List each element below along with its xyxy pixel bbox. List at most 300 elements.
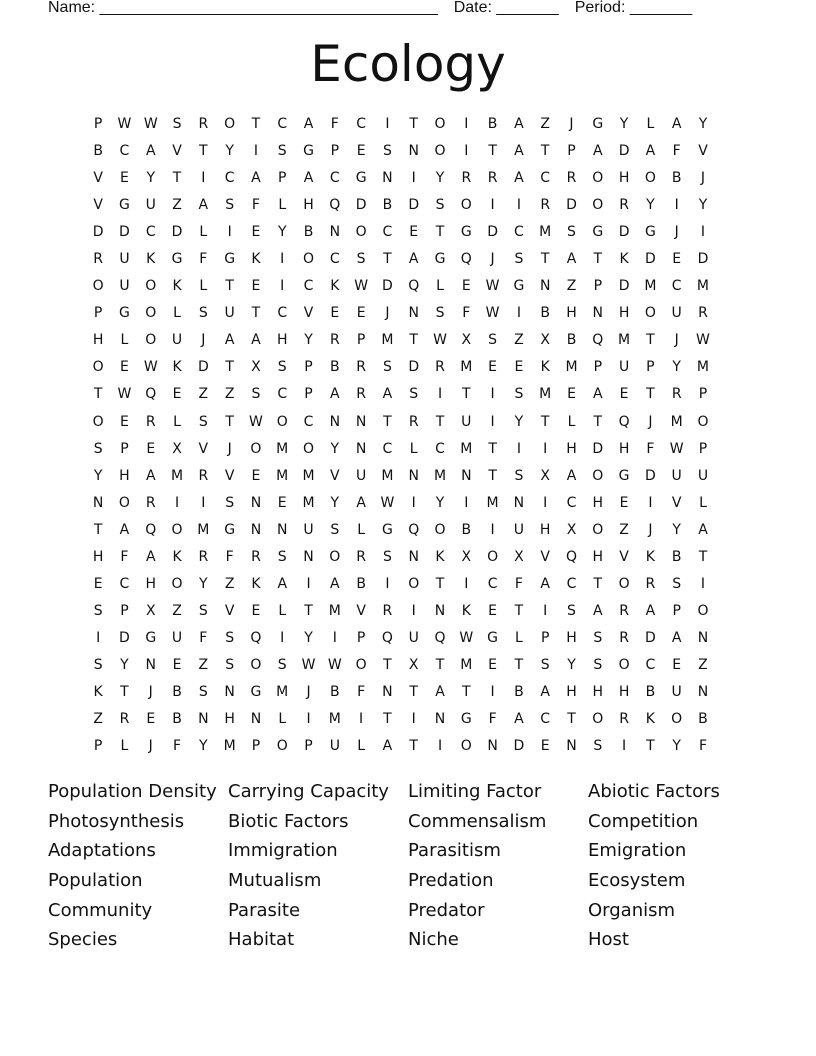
grid-letter[interactable]: O [592, 521, 604, 538]
grid-letter[interactable]: I [674, 197, 679, 214]
grid-letter[interactable]: E [488, 656, 498, 673]
grid-letter[interactable]: N [408, 548, 419, 565]
grid-letter[interactable]: S [277, 143, 287, 160]
grid-letter[interactable]: E [356, 143, 366, 160]
grid-letter[interactable]: L [199, 278, 208, 295]
grid-letter[interactable]: A [356, 494, 366, 511]
grid-letter[interactable]: R [382, 602, 393, 619]
grid-letter[interactable]: T [93, 521, 103, 538]
grid-letter[interactable]: I [543, 440, 548, 457]
grid-letter[interactable]: F [462, 305, 471, 322]
grid-letter[interactable]: Q [145, 386, 157, 403]
grid-letter[interactable]: B [698, 711, 708, 728]
grid-letter[interactable]: E [540, 738, 550, 755]
grid-letter[interactable]: A [671, 629, 682, 646]
grid-letter[interactable]: C [566, 494, 577, 511]
grid-letter[interactable]: J [700, 170, 706, 187]
grid-letter[interactable]: E [461, 278, 471, 295]
grid-letter[interactable]: O [592, 467, 604, 484]
grid-letter[interactable]: K [146, 251, 156, 268]
grid-letter[interactable]: D [618, 278, 630, 295]
grid-letter[interactable]: A [408, 251, 419, 268]
grid-letter[interactable]: K [93, 683, 103, 700]
grid-letter[interactable]: C [382, 224, 393, 241]
grid-letter[interactable]: R [198, 116, 209, 132]
grid-letter[interactable]: C [435, 440, 445, 457]
grid-letter[interactable]: I [490, 683, 495, 700]
grid-letter[interactable]: M [276, 467, 289, 484]
grid-letter[interactable]: T [409, 116, 418, 132]
grid-letter[interactable]: T [540, 143, 550, 160]
grid-letter[interactable]: H [592, 683, 604, 700]
grid-letter[interactable]: F [646, 440, 655, 457]
grid-letter[interactable]: Q [460, 251, 472, 268]
grid-letter[interactable]: D [119, 629, 130, 646]
grid-letter[interactable]: I [253, 143, 258, 160]
grid-letter[interactable]: A [251, 332, 261, 349]
grid-letter[interactable]: V [93, 197, 103, 214]
grid-letter[interactable]: A [224, 332, 235, 349]
grid-letter[interactable]: G [381, 521, 393, 538]
grid-letter[interactable]: I [543, 494, 548, 511]
grid-letter[interactable]: F [173, 738, 182, 755]
grid-letter[interactable]: D [92, 224, 104, 241]
grid-letter[interactable]: N [329, 224, 341, 241]
grid-letter[interactable]: E [514, 359, 524, 376]
grid-letter[interactable]: F [225, 548, 234, 565]
grid-letter[interactable]: E [251, 278, 261, 295]
grid-letter[interactable]: X [145, 602, 156, 619]
grid-letter[interactable]: Z [619, 521, 629, 538]
grid-letter[interactable]: M [696, 359, 710, 376]
grid-letter[interactable]: N [355, 413, 367, 430]
grid-letter[interactable]: Z [172, 197, 182, 214]
grid-letter[interactable]: R [540, 197, 551, 214]
grid-letter[interactable]: T [540, 251, 550, 268]
grid-letter[interactable]: O [592, 170, 604, 187]
grid-letter[interactable]: C [382, 440, 393, 457]
grid-letter[interactable]: J [674, 224, 679, 241]
grid-letter[interactable]: Y [225, 143, 234, 160]
grid-letter[interactable]: A [145, 143, 156, 160]
grid-letter[interactable]: D [197, 359, 209, 376]
grid-letter[interactable]: N [276, 521, 288, 538]
grid-letter[interactable]: P [593, 359, 603, 376]
grid-letter[interactable]: N [566, 738, 577, 755]
grid-letter[interactable]: P [304, 359, 313, 376]
grid-letter[interactable]: W [301, 656, 316, 673]
grid-letter[interactable]: V [619, 548, 629, 565]
grid-letter[interactable]: H [618, 683, 630, 700]
grid-letter[interactable]: Z [172, 602, 182, 619]
grid-letter[interactable]: X [461, 332, 472, 349]
grid-letter[interactable]: S [435, 305, 445, 322]
grid-letter[interactable]: A [593, 602, 603, 619]
grid-letter[interactable]: J [201, 332, 206, 349]
grid-letter[interactable]: G [119, 305, 130, 322]
grid-letter[interactable]: U [671, 683, 682, 700]
grid-letter[interactable]: K [645, 548, 655, 565]
grid-letter[interactable]: L [278, 602, 287, 619]
grid-letter[interactable]: S [593, 738, 603, 755]
grid-letter[interactable]: N [592, 305, 604, 322]
grid-letter[interactable]: O [460, 738, 472, 755]
grid-letter[interactable]: Y [646, 197, 655, 214]
grid-letter[interactable]: G [460, 224, 472, 241]
grid-letter[interactable]: C [145, 224, 156, 241]
grid-letter[interactable]: H [119, 467, 130, 484]
grid-letter[interactable]: Y [672, 359, 681, 376]
grid-letter[interactable]: L [120, 332, 129, 349]
date-field[interactable]: Date: _______ [453, 0, 559, 16]
grid-letter[interactable]: S [382, 359, 392, 376]
grid-letter[interactable]: E [356, 305, 366, 322]
grid-letter[interactable]: Y [672, 521, 681, 538]
grid-letter[interactable]: A [645, 602, 656, 619]
grid-letter[interactable]: C [277, 386, 288, 403]
grid-letter[interactable]: W [485, 305, 500, 322]
grid-letter[interactable]: Y [93, 467, 103, 484]
grid-letter[interactable]: R [619, 602, 629, 619]
grid-letter[interactable]: O [644, 170, 656, 187]
grid-letter[interactable]: P [278, 170, 287, 187]
grid-letter[interactable]: J [148, 683, 153, 700]
grid-letter[interactable]: R [487, 170, 498, 187]
grid-letter[interactable]: M [381, 467, 394, 484]
grid-letter[interactable]: O [92, 413, 104, 430]
grid-letter[interactable]: I [700, 575, 706, 592]
grid-letter[interactable]: F [698, 738, 707, 755]
grid-letter[interactable]: K [251, 251, 261, 268]
grid-letter[interactable]: W [669, 440, 684, 457]
grid-letter[interactable]: V [198, 440, 209, 457]
grid-letter[interactable]: O [171, 521, 183, 538]
grid-letter[interactable]: A [514, 170, 524, 187]
grid-letter[interactable]: Y [304, 629, 313, 646]
grid-letter[interactable]: T [435, 656, 445, 673]
grid-letter[interactable]: W [696, 332, 710, 349]
grid-letter[interactable]: L [357, 738, 366, 755]
grid-letter[interactable]: H [566, 629, 577, 646]
grid-letter[interactable]: P [356, 332, 366, 349]
grid-letter[interactable]: D [592, 440, 604, 457]
grid-letter[interactable]: O [592, 197, 604, 214]
grid-letter[interactable]: R [698, 305, 708, 322]
grid-letter[interactable]: R [356, 359, 366, 376]
grid-letter[interactable]: T [646, 738, 655, 755]
grid-letter[interactable]: M [302, 467, 315, 484]
grid-letter[interactable]: O [592, 711, 604, 728]
grid-letter[interactable]: O [697, 602, 709, 619]
grid-letter[interactable]: Y [514, 413, 524, 430]
grid-letter[interactable]: H [566, 305, 577, 322]
grid-letter[interactable]: C [566, 575, 577, 592]
grid-letter[interactable]: O [434, 143, 446, 160]
grid-letter[interactable]: H [92, 548, 104, 565]
grid-letter[interactable]: O [460, 197, 472, 214]
grid-letter[interactable]: G [434, 251, 446, 268]
grid-letter[interactable]: N [382, 170, 393, 187]
grid-letter[interactable]: Y [619, 116, 629, 132]
grid-letter[interactable]: A [593, 386, 603, 403]
grid-letter[interactable]: Q [565, 548, 577, 565]
grid-letter[interactable]: T [409, 683, 418, 700]
grid-letter[interactable]: T [383, 251, 392, 268]
grid-letter[interactable]: C [540, 170, 551, 187]
grid-letter[interactable]: T [383, 413, 392, 430]
grid-letter[interactable]: T [698, 548, 708, 565]
grid-letter[interactable]: S [540, 656, 550, 673]
grid-letter[interactable]: N [92, 494, 104, 511]
grid-letter[interactable]: Y [330, 494, 340, 511]
grid-letter[interactable]: T [383, 656, 392, 673]
grid-letter[interactable]: I [490, 521, 495, 538]
grid-letter[interactable]: B [461, 521, 472, 538]
grid-letter[interactable]: F [514, 575, 523, 592]
grid-letter[interactable]: L [278, 711, 287, 728]
grid-letter[interactable]: D [487, 224, 498, 241]
grid-letter[interactable]: Y [146, 170, 156, 187]
grid-letter[interactable]: G [250, 683, 262, 700]
grid-letter[interactable]: I [411, 170, 416, 187]
grid-letter[interactable]: I [411, 602, 416, 619]
grid-letter[interactable]: B [487, 116, 498, 132]
grid-letter[interactable]: I [490, 386, 495, 403]
grid-letter[interactable]: Y [330, 440, 340, 457]
grid-letter[interactable]: Y [698, 197, 708, 214]
grid-letter[interactable]: M [328, 711, 341, 728]
grid-letter[interactable]: O [408, 575, 420, 592]
grid-letter[interactable]: Y [304, 332, 313, 349]
grid-letter[interactable]: I [516, 305, 521, 322]
grid-letter[interactable]: K [172, 278, 182, 295]
grid-letter[interactable]: H [145, 575, 156, 592]
grid-letter[interactable]: A [514, 116, 524, 132]
grid-letter[interactable]: I [385, 116, 390, 132]
grid-letter[interactable]: J [648, 413, 653, 430]
grid-letter[interactable]: P [120, 602, 129, 619]
grid-letter[interactable]: D [382, 278, 393, 295]
grid-letter[interactable]: N [487, 738, 498, 755]
grid-letter[interactable]: N [408, 467, 419, 484]
grid-letter[interactable]: S [198, 413, 208, 430]
grid-letter[interactable]: T [199, 143, 208, 160]
grid-letter[interactable]: G [592, 224, 604, 241]
grid-letter[interactable]: S [514, 386, 524, 403]
grid-letter[interactable]: X [514, 548, 524, 565]
grid-letter[interactable]: M [539, 386, 552, 403]
grid-letter[interactable]: C [303, 413, 314, 430]
grid-letter[interactable]: J [569, 116, 574, 132]
grid-letter[interactable]: D [513, 738, 525, 755]
grid-letter[interactable]: D [566, 197, 577, 214]
grid-letter[interactable]: O [434, 116, 446, 132]
grid-letter[interactable]: J [648, 521, 653, 538]
grid-letter[interactable]: T [93, 386, 103, 403]
grid-letter[interactable]: G [145, 629, 157, 646]
grid-letter[interactable]: X [540, 467, 550, 484]
grid-letter[interactable]: M [381, 332, 394, 349]
grid-letter[interactable]: Z [224, 575, 235, 592]
period-field[interactable]: Period: _______ [574, 0, 693, 16]
grid-letter[interactable]: P [698, 440, 708, 457]
grid-letter[interactable]: V [172, 143, 182, 160]
grid-letter[interactable]: G [460, 711, 472, 728]
grid-letter[interactable]: H [224, 711, 235, 728]
grid-letter[interactable]: S [356, 251, 366, 268]
grid-letter[interactable]: D [644, 629, 656, 646]
grid-letter[interactable]: M [618, 332, 631, 349]
grid-letter[interactable]: I [464, 116, 469, 132]
grid-letter[interactable]: D [618, 143, 630, 160]
grid-letter[interactable]: O [250, 656, 262, 673]
grid-letter[interactable]: R [93, 251, 104, 268]
grid-letter[interactable]: E [488, 602, 498, 619]
grid-letter[interactable]: D [171, 224, 183, 241]
grid-letter[interactable]: H [618, 440, 630, 457]
grid-letter[interactable]: E [251, 602, 261, 619]
grid-letter[interactable]: K [172, 548, 182, 565]
grid-letter[interactable]: R [619, 629, 629, 646]
grid-letter[interactable]: O [224, 116, 236, 132]
grid-letter[interactable]: I [280, 251, 285, 268]
grid-letter[interactable]: N [461, 467, 472, 484]
grid-letter[interactable]: S [409, 386, 419, 403]
grid-letter[interactable]: R [671, 386, 682, 403]
grid-letter[interactable]: I [411, 494, 416, 511]
grid-letter[interactable]: K [619, 251, 629, 268]
grid-letter[interactable]: T [462, 386, 471, 403]
grid-letter[interactable]: N [303, 548, 314, 565]
grid-letter[interactable]: M [486, 494, 499, 511]
grid-letter[interactable]: T [514, 602, 524, 619]
grid-letter[interactable]: O [487, 548, 499, 565]
grid-letter[interactable]: T [514, 656, 524, 673]
grid-letter[interactable]: N [408, 305, 419, 322]
grid-letter[interactable]: B [382, 197, 393, 214]
grid-letter[interactable]: L [120, 738, 129, 755]
grid-letter[interactable]: E [488, 359, 498, 376]
grid-letter[interactable]: Z [540, 116, 550, 132]
grid-letter[interactable]: I [359, 711, 364, 728]
grid-letter[interactable]: T [304, 602, 313, 619]
grid-letter[interactable]: I [280, 629, 285, 646]
grid-letter[interactable]: B [330, 359, 340, 376]
grid-letter[interactable]: P [593, 278, 603, 295]
grid-letter[interactable]: P [251, 738, 261, 755]
grid-letter[interactable]: Q [250, 629, 262, 646]
grid-letter[interactable]: B [172, 711, 182, 728]
grid-letter[interactable]: D [644, 467, 656, 484]
grid-letter[interactable]: W [459, 629, 474, 646]
grid-letter[interactable]: Z [198, 656, 209, 673]
grid-letter[interactable]: F [672, 143, 681, 160]
grid-letter[interactable]: J [674, 332, 679, 349]
grid-letter[interactable]: Q [381, 629, 393, 646]
grid-letter[interactable]: I [280, 278, 285, 295]
grid-letter[interactable]: O [92, 278, 104, 295]
grid-letter[interactable]: B [566, 332, 577, 349]
grid-letter[interactable]: P [93, 305, 103, 322]
grid-letter[interactable]: P [540, 629, 550, 646]
grid-letter[interactable]: W [117, 116, 132, 132]
grid-letter[interactable]: E [120, 359, 129, 376]
grid-letter[interactable]: O [118, 494, 130, 511]
grid-letter[interactable]: T [488, 467, 497, 484]
grid-letter[interactable]: K [645, 711, 655, 728]
grid-letter[interactable]: P [304, 738, 313, 755]
grid-letter[interactable]: O [250, 440, 262, 457]
grid-letter[interactable]: N [250, 494, 262, 511]
grid-letter[interactable]: T [435, 413, 445, 430]
grid-letter[interactable]: A [645, 143, 656, 160]
grid-letter[interactable]: K [435, 548, 445, 565]
grid-letter[interactable]: I [174, 494, 180, 511]
grid-letter[interactable]: O [618, 575, 630, 592]
grid-letter[interactable]: U [171, 332, 183, 349]
grid-letter[interactable]: O [303, 440, 315, 457]
grid-letter[interactable]: P [120, 440, 129, 457]
grid-letter[interactable]: W [143, 116, 158, 132]
grid-letter[interactable]: B [172, 683, 182, 700]
grid-letter[interactable]: M [670, 413, 683, 430]
grid-letter[interactable]: Q [618, 413, 630, 430]
grid-letter[interactable]: C [329, 251, 340, 268]
grid-letter[interactable]: J [227, 440, 232, 457]
grid-letter[interactable]: B [540, 305, 550, 322]
grid-letter[interactable]: I [490, 413, 495, 430]
grid-letter[interactable]: C [277, 305, 288, 322]
grid-letter[interactable]: A [698, 521, 708, 538]
grid-letter[interactable]: S [330, 521, 340, 538]
grid-letter[interactable]: O [145, 332, 157, 349]
grid-letter[interactable]: A [540, 575, 550, 592]
grid-letter[interactable]: A [303, 170, 314, 187]
grid-letter[interactable]: O [434, 521, 446, 538]
grid-letter[interactable]: V [303, 305, 314, 322]
grid-letter[interactable]: T [225, 413, 234, 430]
grid-letter[interactable]: P [93, 116, 103, 132]
grid-letter[interactable]: A [330, 575, 340, 592]
grid-letter[interactable]: E [672, 251, 682, 268]
grid-letter[interactable]: S [225, 494, 235, 511]
grid-letter[interactable]: L [436, 278, 444, 295]
grid-letter[interactable]: Y [435, 494, 445, 511]
grid-letter[interactable]: W [117, 386, 132, 403]
grid-letter[interactable]: T [488, 440, 497, 457]
grid-letter[interactable]: A [435, 683, 445, 700]
grid-letter[interactable]: S [172, 116, 182, 132]
grid-letter[interactable]: L [278, 197, 287, 214]
grid-letter[interactable]: X [172, 440, 182, 457]
grid-letter[interactable]: N [697, 683, 709, 700]
grid-letter[interactable]: N [513, 494, 525, 511]
grid-letter[interactable]: P [646, 359, 655, 376]
grid-letter[interactable]: S [593, 656, 603, 673]
grid-letter[interactable]: B [671, 548, 682, 565]
grid-letter[interactable]: R [145, 413, 156, 430]
grid-letter[interactable]: L [199, 224, 208, 241]
grid-letter[interactable]: R [356, 386, 366, 403]
grid-letter[interactable]: H [92, 332, 104, 349]
grid-letter[interactable]: B [671, 170, 682, 187]
grid-letter[interactable]: A [566, 467, 577, 484]
grid-letter[interactable]: R [435, 359, 445, 376]
grid-letter[interactable]: R [408, 413, 419, 430]
grid-letter[interactable]: E [619, 386, 629, 403]
grid-letter[interactable]: S [251, 386, 261, 403]
grid-letter[interactable]: Q [434, 629, 446, 646]
